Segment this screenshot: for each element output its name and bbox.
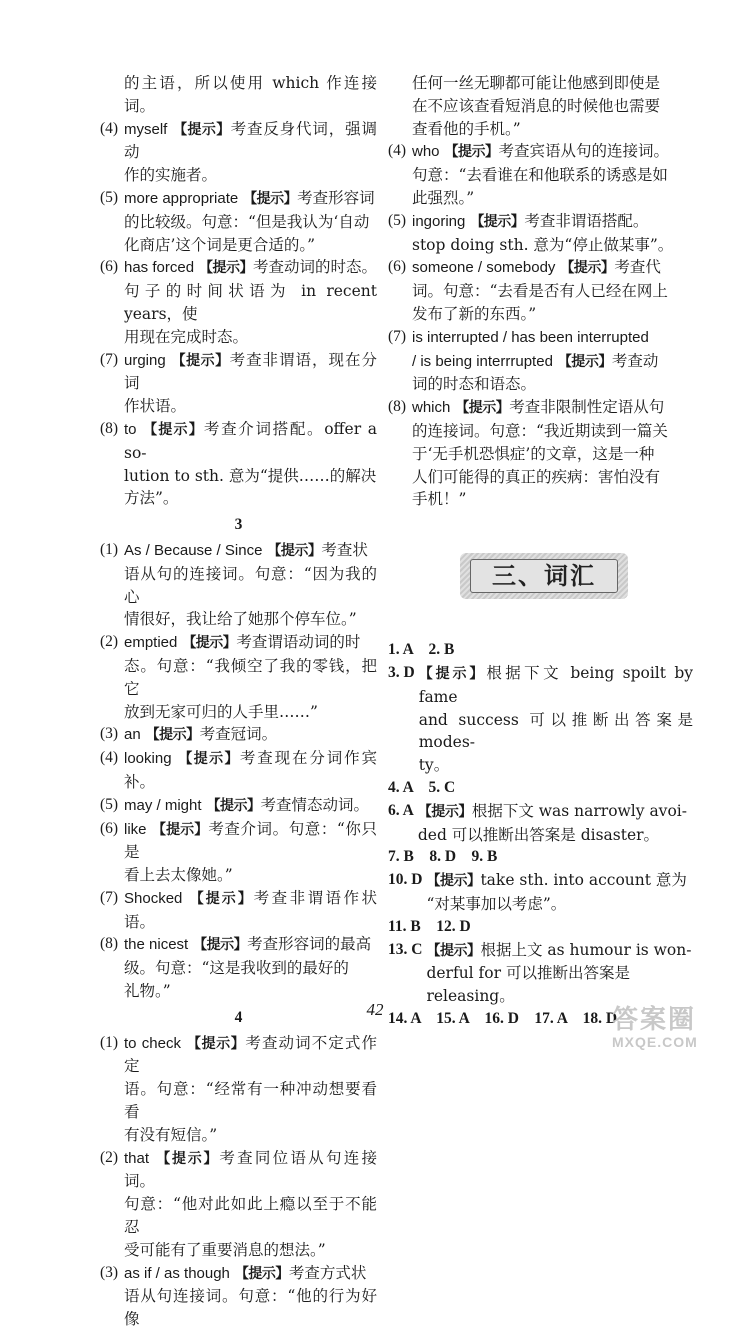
item-number: (8) xyxy=(388,398,407,416)
tip-label: 【提示】 xyxy=(182,635,237,652)
answer: may / might xyxy=(124,796,202,814)
answer-item xyxy=(388,662,693,777)
tip-label: 【提示】 xyxy=(455,400,510,417)
answer: As / Because / Since xyxy=(124,541,263,559)
answer: myself xyxy=(124,120,168,138)
section-title-4: 4 xyxy=(234,1008,243,1026)
tip-label: 【提示】 xyxy=(243,190,298,207)
tip-label: 【提示】 xyxy=(145,727,200,744)
left-column xyxy=(100,72,377,1331)
answer-row xyxy=(388,777,693,800)
item-number: 6. A xyxy=(388,801,414,819)
item-number: (2) xyxy=(100,633,119,651)
explanation-line: 考查动词的时态。 xyxy=(252,258,377,277)
vocabulary-answers xyxy=(388,639,693,1031)
explanation-line: ded 可以推断出答案是 disaster。 xyxy=(417,825,660,844)
tip-label: 【提示】 xyxy=(173,121,231,138)
answer-row-text: 4. A 5. C xyxy=(388,778,456,796)
explanation-line: 考查谓语动词的时 xyxy=(236,633,361,652)
answer-continued: / is being interrrupted xyxy=(412,352,553,370)
watermark-logo: 答案圈 xyxy=(612,1004,697,1034)
explanation-line: 根据上文 as humour is won- xyxy=(480,940,692,959)
explanation-line: 考查情态动词。 xyxy=(260,795,369,814)
answer: to check xyxy=(124,1034,181,1052)
explanation-line: derful for 可以推断出答案是 xyxy=(426,964,630,983)
watermark-url: MXQE.COM xyxy=(612,1034,698,1050)
item-number: (8) xyxy=(100,935,119,953)
continued-text xyxy=(388,72,693,140)
answer-item xyxy=(100,747,377,794)
tip-label: 【提示】 xyxy=(193,937,248,954)
tip-label: 【提示】 xyxy=(152,821,209,838)
explanation-line: 根据下文 was narrowly avoi- xyxy=(471,801,687,820)
tip-label: 【提示】 xyxy=(206,797,261,814)
item-number: (7) xyxy=(100,888,119,906)
answer-item xyxy=(100,794,377,818)
explanation-line: 考查反身代词，强调动 xyxy=(124,119,377,162)
item-number: (6) xyxy=(388,258,407,276)
answer-item xyxy=(100,539,377,631)
item-number: 3. D xyxy=(388,663,415,681)
explanation-line: 句意：“去看谁在和他联系的诱惑是如 xyxy=(412,166,668,185)
tip-label: 【提示】 xyxy=(234,1265,289,1282)
explanation-line: ty。 xyxy=(418,756,450,775)
answer: more appropriate xyxy=(124,189,239,207)
answer-row-text: 14. A 15. A 16. D 17. A 18. D xyxy=(388,1009,618,1027)
explanation-line: 级。句意：“这是我收到的最好的 xyxy=(124,959,349,978)
answer-row xyxy=(388,846,693,869)
explanation-line: take sth. into account 意为 xyxy=(480,871,687,890)
item-number: (3) xyxy=(100,1263,119,1281)
explanation-line: 受可能有了重要消息的想法。” xyxy=(124,1240,326,1259)
explanation-line: 词。句意：“去看是否有人已经在网上 xyxy=(412,282,668,301)
explanation-line: 于‘无手机恐惧症’的文章，这是一种 xyxy=(412,444,655,463)
section-banner-title: 三、词汇 xyxy=(470,559,618,593)
answer-item xyxy=(100,933,377,1002)
right-column xyxy=(388,72,693,1031)
answer: which xyxy=(412,399,451,417)
explanation-line: 考查冠词。 xyxy=(199,725,278,744)
answer-item xyxy=(100,887,377,934)
answer-item xyxy=(388,256,693,325)
answer-row-text: 1. A 2. B xyxy=(388,641,455,659)
tip-label: 【提示】 xyxy=(189,890,254,907)
item-number: 10. D xyxy=(388,871,423,889)
answer-item xyxy=(100,1032,377,1147)
tip-label: 【提示】 xyxy=(444,144,499,161)
explanation-line: 考查宾语从句的连接词。 xyxy=(498,142,669,161)
section-banner xyxy=(460,553,628,599)
item-number: (3) xyxy=(100,725,119,743)
answer-item xyxy=(100,1262,377,1331)
answer: who xyxy=(412,143,440,161)
tip-label: 【提示】 xyxy=(267,542,322,559)
answer-row-text: 11. B 12. D xyxy=(388,917,471,935)
continued-text: 的主语，所以使用 which 作连接词。 xyxy=(124,74,377,115)
answer: like xyxy=(124,820,147,838)
explanation-line: 考查非谓语，现在分词 xyxy=(124,350,377,393)
tip-label: 【提示】 xyxy=(143,421,204,438)
answer-item xyxy=(388,210,693,257)
item-number: (4) xyxy=(100,119,119,137)
answer: Shocked xyxy=(124,889,183,907)
explanation-line: 方法”。 xyxy=(124,489,179,508)
explanation-line: 考查方式状 xyxy=(288,1263,367,1282)
explanation-line: and success 可以推断出答案是 modes- xyxy=(418,710,693,752)
explanation-line: 语。句意：“经常有一种冲动想要看看 xyxy=(124,1080,377,1122)
answer-item xyxy=(388,800,693,847)
explanation-line: 考查非谓语作状语。 xyxy=(124,888,377,931)
explanation-line: 考查状 xyxy=(321,540,368,559)
explanation-line: 根据下文 being spoilt by fame xyxy=(418,663,694,706)
explanation-line: 有没有短信。” xyxy=(124,1125,218,1144)
tip-label: 【提示】 xyxy=(470,213,525,230)
explanation-line: lution to sth. 意为“提供……的解决 xyxy=(124,466,377,485)
answer: urging xyxy=(124,351,166,369)
item-number: (5) xyxy=(100,795,119,813)
tip-label: 【提示】 xyxy=(418,665,487,682)
explanation-line: 句意：“他对此如此上瘾以至于不能忍 xyxy=(124,1195,377,1237)
explanation-line: 的连接词。句意：“我近期读到一篇关 xyxy=(412,421,668,440)
answer: the nicest xyxy=(124,936,189,954)
explanation-line: “对某事加以考虑”。 xyxy=(426,894,567,913)
answer-item xyxy=(100,418,377,510)
tip-label: 【提示】 xyxy=(171,352,230,369)
explanation-line: stop doing sth. 意为“停止做某事”。 xyxy=(412,235,674,254)
answer-row xyxy=(388,916,693,939)
answer: emptied xyxy=(124,634,178,652)
explanation-line: 考查介词搭配。offer a so- xyxy=(124,419,377,462)
answer-item xyxy=(100,118,377,187)
answer: is interrupted / has been interrupted xyxy=(412,328,649,346)
explanation-line: 礼物。” xyxy=(124,982,171,1001)
item-number: (7) xyxy=(388,327,407,345)
tip-label: 【提示】 xyxy=(560,260,615,277)
tip-label: 【提示】 xyxy=(417,803,472,820)
explanation-line: 语从句连接词。句意：“他的行为好像 xyxy=(124,1287,377,1329)
explanation-line: 放到无家可归的人手里……” xyxy=(124,702,318,721)
tip-label: 【提示】 xyxy=(178,751,240,768)
answer-item xyxy=(100,631,377,723)
answer-item xyxy=(100,187,377,256)
explanation-line: 的比较级。句意：“但是我认为‘自动 xyxy=(124,212,370,231)
explanation-line: 考查非谓语搭配。 xyxy=(524,211,649,230)
tip-label: 【提示】 xyxy=(198,260,253,277)
explanation-line: 考查现在分词作宾补。 xyxy=(124,749,377,791)
answer-item xyxy=(388,326,693,396)
explanation-line: 语从句的连接词。句意：“因为我的心 xyxy=(124,564,377,606)
explanation-line: 考查非限制性定语从句 xyxy=(509,398,665,417)
answer: that xyxy=(124,1149,150,1167)
answer-item xyxy=(388,396,693,511)
explanation-line: 考查动 xyxy=(611,351,659,370)
explanation-line: 情很好，我让给了她那个停车位。” xyxy=(124,610,357,629)
item-number: (2) xyxy=(100,1148,119,1166)
answer: to xyxy=(124,420,137,438)
answer-row xyxy=(388,639,693,662)
answer-item xyxy=(100,349,377,418)
item-number: (6) xyxy=(100,258,119,276)
tip-label: 【提示】 xyxy=(156,1150,220,1167)
explanation-line: 看上去太像她。” xyxy=(124,866,233,885)
watermark xyxy=(612,1004,742,1056)
explanation-line: 手机！” xyxy=(412,490,467,509)
item-number: (8) xyxy=(100,419,119,437)
tip-label: 【提示】 xyxy=(426,942,481,959)
answer: has forced xyxy=(124,259,195,277)
answer-item xyxy=(100,723,377,747)
explanation-line: 考查动词不定式作定 xyxy=(124,1033,377,1076)
explanation-line: 作的实施者。 xyxy=(124,166,218,185)
explanation-line: 发布了新的东西。” xyxy=(412,304,537,323)
item-number: (1) xyxy=(100,1033,119,1051)
answer-item xyxy=(388,140,693,209)
explanation-line: 用现在完成时态。 xyxy=(124,327,249,346)
answer-row-text: 7. B 8. D 9. B xyxy=(388,848,498,866)
answer-item xyxy=(100,256,377,348)
section-banner-area xyxy=(388,511,693,631)
continued-line: 在不应该查看短消息的时候他也需要 xyxy=(412,96,661,115)
item-number: (1) xyxy=(100,540,119,558)
tip-label: 【提示】 xyxy=(426,873,481,890)
answer: an xyxy=(124,726,141,744)
explanation-line: releasing。 xyxy=(426,987,515,1006)
item-number: (7) xyxy=(100,350,119,368)
answer-item xyxy=(100,818,377,887)
explanation-line: 词的时态和语态。 xyxy=(412,375,537,394)
answer: someone / somebody xyxy=(412,259,556,277)
section-title-3: 3 xyxy=(234,516,243,534)
continued-line: 任何一丝无聊都可能让他感到即使是 xyxy=(412,74,661,92)
answer: looking xyxy=(124,750,172,768)
item-number: (5) xyxy=(388,211,407,229)
explanation-line: 考查介词。句意：“你只是 xyxy=(124,819,377,862)
answer: ingoring xyxy=(412,212,466,230)
item-number: (4) xyxy=(388,142,407,160)
item-number: (4) xyxy=(100,749,119,767)
answer-item xyxy=(388,939,693,1008)
explanation-line: 此强烈。” xyxy=(412,188,475,207)
tip-label: 【提示】 xyxy=(557,353,612,370)
page-number: 42 xyxy=(366,1000,384,1019)
item-number: 13. C xyxy=(388,940,423,958)
item-number: (6) xyxy=(100,819,119,837)
explanation-line: 人们可能得的真正的疾病：害怕没有 xyxy=(412,467,661,486)
answer: as if / as though xyxy=(124,1264,230,1282)
explanation-line: 化商店’这个词是更合适的。” xyxy=(124,235,316,254)
explanation-line: 考查形容词的最高 xyxy=(247,935,372,954)
explanation-line: 考查同位语从句连接词。 xyxy=(124,1148,377,1191)
answer-item xyxy=(100,1147,377,1262)
explanation-line: 作状语。 xyxy=(124,397,187,416)
continued-line: 查看他的手机。” xyxy=(412,119,521,138)
answer-item xyxy=(388,869,693,916)
explanation-line: 考查代 xyxy=(614,258,661,277)
explanation-line: 句子的时间状语为 in recent years，使 xyxy=(124,282,377,323)
explanation-line: 态。句意：“我倾空了我的零钱，把它 xyxy=(124,656,377,698)
tip-label: 【提示】 xyxy=(186,1035,246,1052)
explanation-line: 考查形容词 xyxy=(297,188,375,207)
item-number: (5) xyxy=(100,188,119,206)
